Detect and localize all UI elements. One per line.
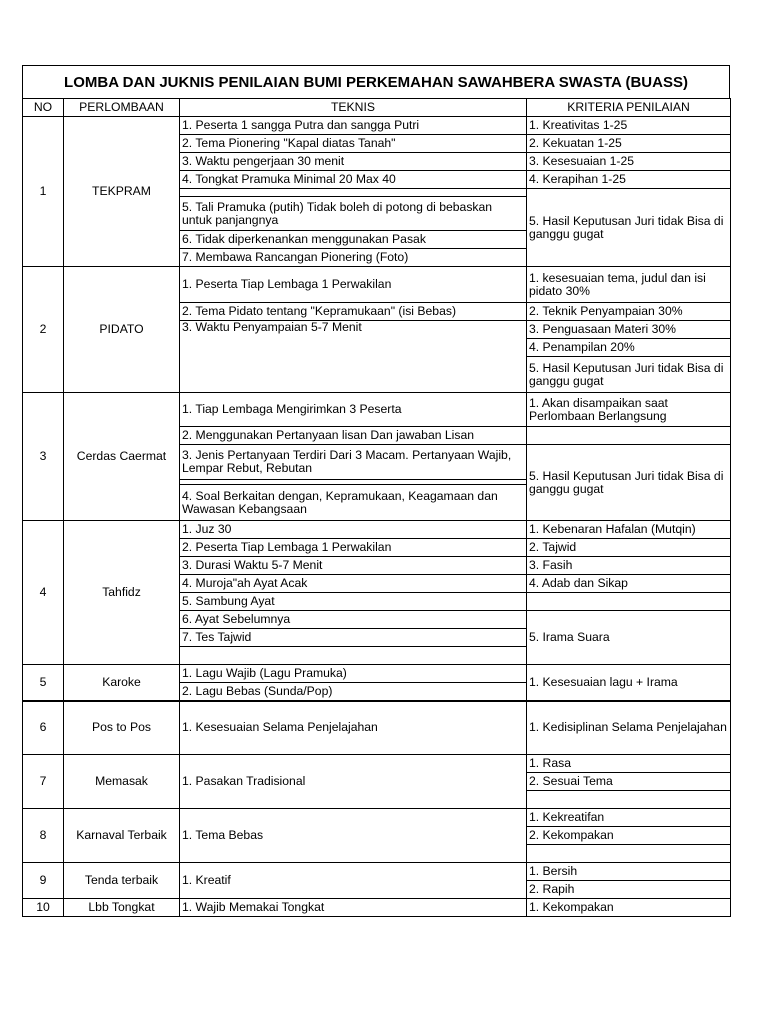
teknis-item: 5. Tali Pramuka (putih) Tidak boleh di potong di bebaskan untuk panjangnya: [180, 197, 527, 231]
teknis-item: 1. Wajib Memakai Tongkat: [180, 899, 527, 917]
teknis-item: 5. Sambung Ayat: [180, 593, 527, 611]
teknis-item: 1. Pasakan Tradisional: [180, 755, 527, 809]
kriteria-item: 4. Kerapihan 1-25: [527, 171, 731, 189]
kriteria-empty: [527, 791, 731, 809]
teknis-item: 1. Kesesuaian Selama Penjelajahan: [180, 701, 527, 755]
teknis-item: 3. Jenis Pertanyaan Terdiri Dari 3 Macam. Pertanyaan Wajib, Lempar Rebut, Rebutan: [180, 445, 527, 480]
kriteria-item: 4. Penampilan 20%: [527, 339, 731, 357]
section-lomba: Cerdas Caermat: [64, 393, 180, 521]
teknis-item: 7. Membawa Rancangan Pionering (Foto): [180, 249, 527, 267]
table-row: [23, 521, 731, 539]
kriteria-item: 3. Kesesuaian 1-25: [527, 153, 731, 171]
teknis-item: 6. Tidak diperkenankan menggunakan Pasak: [180, 231, 527, 249]
teknis-item: 1. Peserta 1 sangga Putra dan sangga Putri: [180, 117, 527, 135]
table-row: [23, 393, 731, 427]
teknis-item: 6. Ayat Sebelumnya: [180, 611, 527, 629]
section-lomba: TEKPRAM: [64, 117, 180, 267]
section-lomba: Karoke: [64, 665, 180, 701]
section-no: 8: [23, 809, 64, 863]
teknis-item: 1. Peserta Tiap Lembaga 1 Perwakilan: [180, 267, 527, 303]
teknis-item: 1. Kreatif: [180, 863, 527, 899]
teknis-item: 2. Menggunakan Pertanyaan lisan Dan jawaban Lisan: [180, 427, 527, 445]
section-no: 6: [23, 701, 64, 755]
teknis-item: 2. Peserta Tiap Lembaga 1 Perwakilan: [180, 539, 527, 557]
kriteria-item: 1. Bersih: [527, 863, 731, 881]
kriteria-empty: [527, 593, 731, 611]
kriteria-item: 1. Kebenaran Hafalan (Mutqin): [527, 521, 731, 539]
section-no: 3: [23, 393, 64, 521]
section-no: 2: [23, 267, 64, 393]
kriteria-item: 1. Kesesuaian lagu + Irama: [527, 665, 731, 701]
teknis-item: 1. Juz 30: [180, 521, 527, 539]
table-row: [23, 665, 731, 683]
header-lomba: PERLOMBAAN: [64, 99, 180, 117]
kriteria-item: 1. Akan disampaikan saat Perlombaan Berlangsung: [527, 393, 731, 427]
teknis-empty: [180, 647, 527, 665]
table-row: [23, 755, 731, 773]
section-lomba: Pos to Pos: [64, 701, 180, 755]
teknis-item: 4. Soal Berkaitan dengan, Kepramukaan, Keagamaan dan Wawasan Kebangsaan: [180, 485, 527, 521]
section-no: 9: [23, 863, 64, 899]
kriteria-item: 2. Sesuai Tema: [527, 773, 731, 791]
teknis-item: 3. Waktu pengerjaan 30 menit: [180, 153, 527, 171]
section-lomba: Karnaval Terbaik: [64, 809, 180, 863]
kriteria-item: 5. Hasil Keputusan Juri tidak Bisa di ganggu gugat: [527, 445, 731, 521]
section-no: 7: [23, 755, 64, 809]
teknis-item: 7. Tes Tajwid: [180, 629, 527, 647]
header-kriteria: KRITERIA PENILAIAN: [527, 99, 731, 117]
section-no: 5: [23, 665, 64, 701]
kriteria-item: 1. Kekompakan: [527, 899, 731, 917]
section-lomba: Tahfidz: [64, 521, 180, 665]
section-lomba: PIDATO: [64, 267, 180, 393]
table-row: [23, 899, 731, 917]
teknis-item: 2. Lagu Bebas (Sunda/Pop): [180, 683, 527, 701]
kriteria-empty: [527, 845, 731, 863]
kriteria-item: 4. Adab dan Sikap: [527, 575, 731, 593]
document-title: LOMBA DAN JUKNIS PENILAIAN BUMI PERKEMAHAN SAWAHBERA SWASTA (BUASS): [22, 65, 730, 98]
kriteria-item: 1. Kedisiplinan Selama Penjelajahan: [527, 701, 731, 755]
section-lomba: Tenda terbaik: [64, 863, 180, 899]
kriteria-item: 2. Kekompakan: [527, 827, 731, 845]
table-row: [23, 863, 731, 881]
table-row: [23, 701, 731, 755]
kriteria-item: 1. kesesuaian tema, judul dan isi pidato 30%: [527, 267, 731, 303]
header-teknis: TEKNIS: [180, 99, 527, 117]
teknis-item: 2. Tema Pionering "Kapal diatas Tanah": [180, 135, 527, 153]
table-row: [23, 267, 731, 303]
kriteria-item: 3. Penguasaan Materi 30%: [527, 321, 731, 339]
header-row: [23, 99, 731, 117]
teknis-item: 3. Waktu Penyampaian 5-7 Menit: [180, 321, 527, 393]
section-no: 4: [23, 521, 64, 665]
kriteria-item: 5. Hasil Keputusan Juri tidak Bisa di ganggu gugat: [527, 189, 731, 267]
competition-table: [22, 98, 731, 917]
header-no: NO: [23, 99, 64, 117]
teknis-item: 1. Tiap Lembaga Mengirimkan 3 Peserta: [180, 393, 527, 427]
kriteria-item: 2. Kekuatan 1-25: [527, 135, 731, 153]
kriteria-item: 2. Teknik Penyampaian 30%: [527, 303, 731, 321]
section-lomba: Memasak: [64, 755, 180, 809]
teknis-item: 3. Durasi Waktu 5-7 Menit: [180, 557, 527, 575]
kriteria-item: 1. Kekreatifan: [527, 809, 731, 827]
kriteria-item: 5. Irama Suara: [527, 611, 731, 665]
kriteria-item: 1. Rasa: [527, 755, 731, 773]
teknis-item: 1. Tema Bebas: [180, 809, 527, 863]
teknis-item: 4. Muroja"ah Ayat Acak: [180, 575, 527, 593]
table-row: [23, 809, 731, 827]
section-no: 1: [23, 117, 64, 267]
teknis-item: 2. Tema Pidato tentang "Kepramukaan" (isi Bebas): [180, 303, 527, 321]
kriteria-item: 2. Tajwid: [527, 539, 731, 557]
teknis-item: 1. Lagu Wajib (Lagu Pramuka): [180, 665, 527, 683]
section-no: 10: [23, 899, 64, 917]
kriteria-item: 2. Rapih: [527, 881, 731, 899]
table-row: [23, 117, 731, 135]
kriteria-item: 5. Hasil Keputusan Juri tidak Bisa di ganggu gugat: [527, 357, 731, 393]
teknis-empty: [180, 189, 527, 197]
kriteria-item: 3. Fasih: [527, 557, 731, 575]
teknis-item: 4. Tongkat Pramuka Minimal 20 Max 40: [180, 171, 527, 189]
section-lomba: Lbb Tongkat: [64, 899, 180, 917]
document: [22, 65, 730, 917]
kriteria-item: 1. Kreativitas 1-25: [527, 117, 731, 135]
kriteria-empty: [527, 427, 731, 445]
